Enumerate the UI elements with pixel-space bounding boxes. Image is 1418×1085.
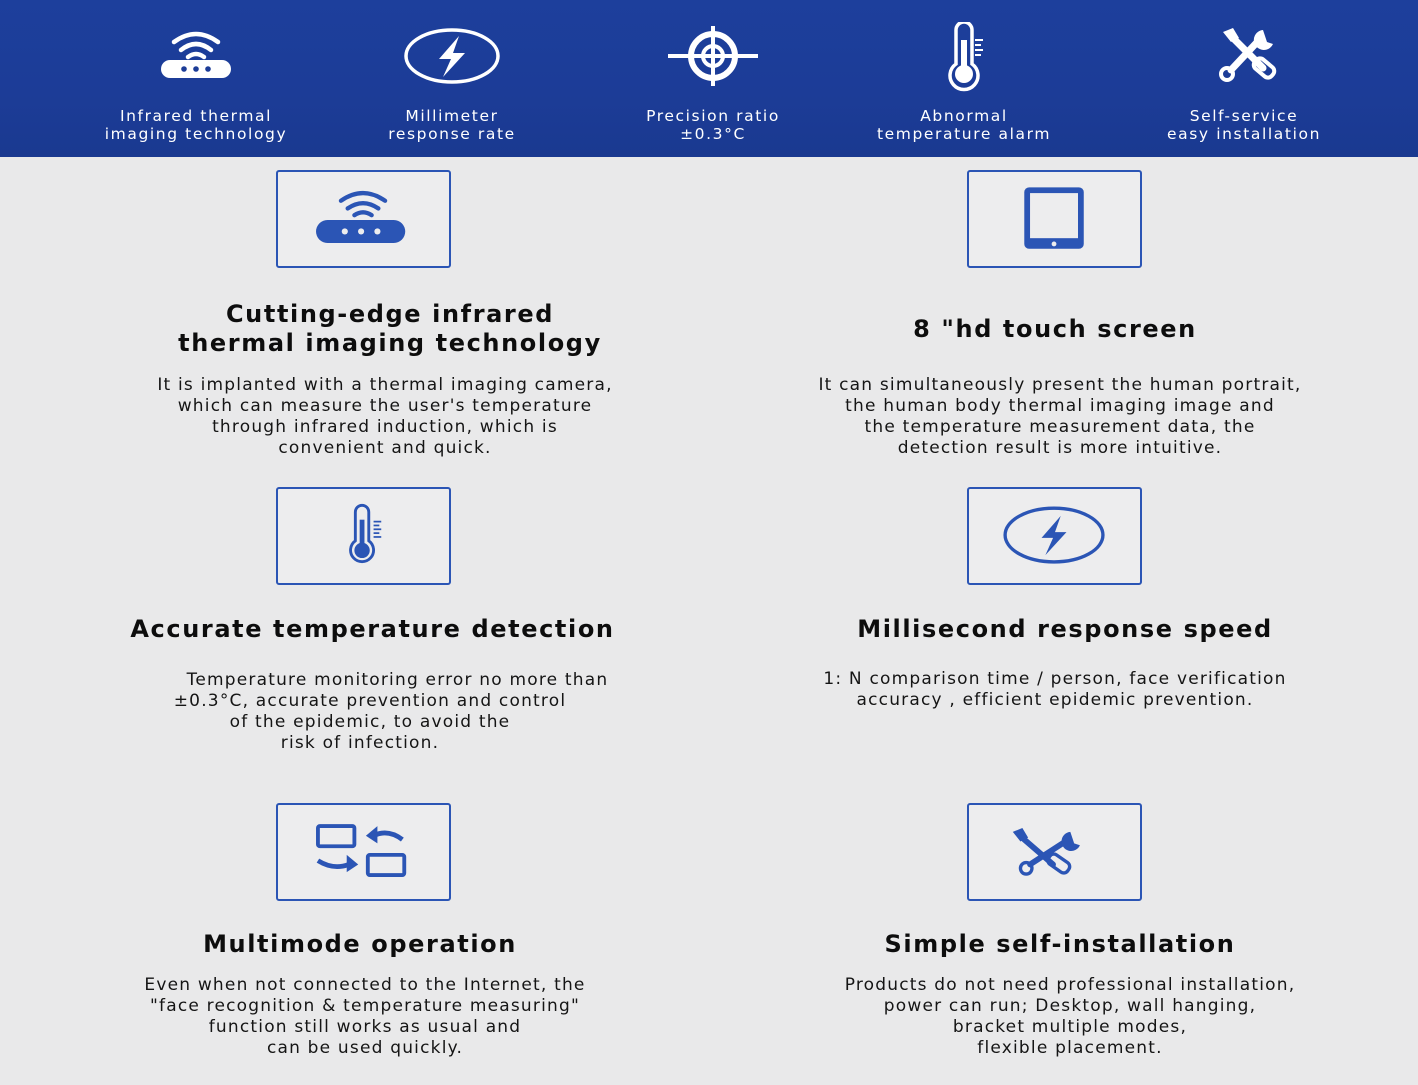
feature-millimeter [322,0,582,157]
tools-icon [1189,22,1299,92]
card-title-line: Millisecond response speed [857,615,1273,643]
feature-label-line: ±0.3°C [680,125,746,143]
card-desc-line: Even when not connected to the Internet, the [144,975,586,995]
feature-alarm [834,0,1094,157]
card-desc-line: It is implanted with a thermal imaging camera, [157,375,613,395]
feature-infrared [66,0,326,157]
card-title [750,930,1370,959]
card-title [750,315,1360,344]
card-desc-line: detection result is more intuitive. [897,438,1223,458]
card-icon-box [967,803,1142,901]
card-icon-box [276,487,451,585]
card-icon-box [276,170,451,268]
card-desc-line: Temperature monitoring error no more than [186,670,609,690]
card-title [760,615,1370,644]
card-description [40,975,690,1059]
feature-label-line: temperature alarm [876,125,1052,143]
card-desc-line: flexible placement. [977,1038,1163,1058]
feature-label-line: Precision ratio [646,107,780,125]
card-desc-line: the temperature measurement data, the [864,417,1256,437]
card-desc-line: risk of infection. [280,733,440,753]
card-title-line: Multimode operation [203,930,517,958]
card-description [60,670,680,754]
card-icon-box [967,170,1142,268]
card-icon-box [276,803,451,901]
feature-label [834,107,1094,143]
tools-icon [969,805,1140,899]
thermometer-icon [909,22,1019,92]
card-desc-line: convenient and quick. [278,438,492,458]
thermometer-icon [278,489,449,583]
card-desc-line: bracket multiple modes, [952,1017,1188,1037]
feature-label-line: Self-service [1189,107,1299,125]
card-title-line: Simple self-installation [884,930,1236,958]
feature-label [322,107,582,143]
feature-label-line: response rate [388,125,516,143]
card-title-line: 8 "hd touch screen [913,315,1197,343]
card-desc-line: through infrared induction, which is [212,417,558,437]
lightning-circle-icon [969,489,1140,583]
card-desc-line: accuracy , efficient epidemic prevention. [856,690,1254,710]
card-desc-line: the human body thermal imaging image and [845,396,1275,416]
card-title [50,930,670,959]
card-title-line: Accurate temperature detection [130,615,615,643]
card-desc-line: which can measure the user's temperature [177,396,593,416]
card-icon-box [967,487,1142,585]
feature-label [66,107,326,143]
feature-label-line: Infrared thermal [119,107,273,125]
feature-label [1114,107,1374,143]
card-description [60,375,710,459]
feature-banner [0,0,1418,157]
feature-label-line: easy installation [1167,125,1321,143]
card-description [730,669,1380,711]
card-desc-line: ±0.3°C, accurate prevention and control [173,691,567,711]
feature-label-line: Abnormal [920,107,1008,125]
crosshair-target-icon [658,22,768,92]
card-desc-line: function still works as usual and [208,1017,522,1037]
card-title [80,300,700,358]
router-wifi-icon [141,22,251,92]
mode-switch-icon [278,805,449,899]
card-desc-line: can be used quickly. [266,1038,464,1058]
feature-installation [1114,0,1374,157]
feature-label-line: Millimeter [405,107,499,125]
card-desc-line: 1: N comparison time / person, face verification [823,669,1287,689]
card-desc-line: Products do not need professional installation, [844,975,1296,995]
feature-label [583,107,843,143]
tablet-icon [969,172,1140,266]
feature-label-line: imaging technology [104,125,288,143]
card-desc-line: "face recognition & temperature measuring" [150,996,580,1016]
feature-precision [583,0,843,157]
card-description [745,975,1395,1059]
card-title [60,615,685,644]
card-description [730,375,1390,459]
card-title-line: Cutting-edge infrared [225,300,555,328]
router-wifi-icon [278,172,449,266]
card-desc-line: of the epidemic, to avoid the [229,712,511,732]
card-desc-line: power can run; Desktop, wall hanging, [883,996,1257,1016]
card-title-line: thermal imaging technology [178,329,602,357]
card-desc-line: It can simultaneously present the human portrait, [818,375,1302,395]
lightning-circle-icon [397,22,507,92]
